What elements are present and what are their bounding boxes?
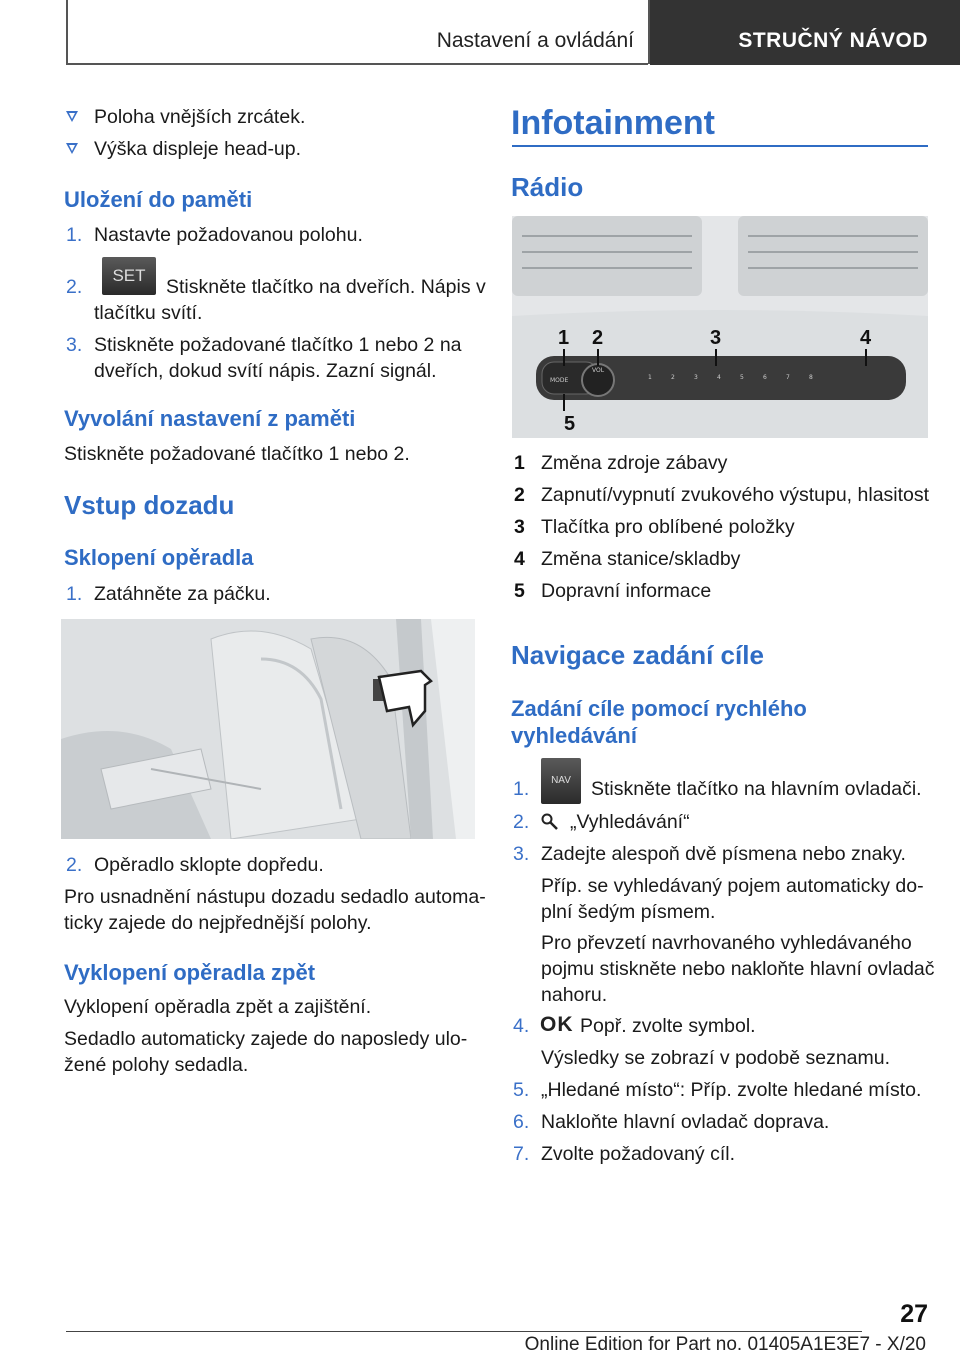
legend-text: Změna stanice/skladby (541, 548, 741, 570)
step-number: 4. (513, 1015, 530, 1037)
step-note: pojmu stiskněte nebo nakloňte hlavní ovladač (541, 958, 935, 980)
bullet-triangle-icon (66, 111, 78, 122)
legend-text: Dopravní informace (541, 580, 712, 602)
paragraph-cont: ticky zajede do nejpřednější polohy. (64, 912, 372, 934)
header-border-bottom (66, 63, 648, 65)
callout-2: 2 (592, 327, 604, 349)
header-section-title: Nastavení a ovládání (436, 29, 634, 52)
heading-zadani-cont: vyhledávání (511, 723, 637, 748)
step-text: Zadejte alespoň dvě písmena nebo znaky. (541, 843, 906, 865)
paragraph-cont: žené polohy sedadla. (64, 1054, 249, 1076)
step-number: 2. (66, 854, 83, 876)
rear-seat-lever-illustration (61, 619, 475, 839)
ok-icon: OK (540, 1013, 574, 1036)
step-note: Pro převzetí navrhovaného vyhledávaného (541, 932, 912, 954)
step-text: Stiskněte požadované tlačítko 1 nebo 2 na (94, 334, 462, 356)
legend-number: 3 (514, 516, 525, 538)
step-text-cont: tlačítku svítí. (94, 302, 203, 324)
step-number: 1. (66, 224, 83, 246)
legend-text: Zapnutí/vypnutí zvukového výstupu, hlasitost (541, 484, 930, 506)
preset-label: 3 (694, 374, 698, 381)
heading-navigace: Navigace zadání cíle (511, 640, 764, 670)
bullet-item: Poloha vnějších zrcátek. (94, 106, 306, 128)
heading-radio: Rádio (511, 172, 584, 202)
preset-label: 1 (648, 374, 652, 381)
heading-rule (512, 145, 928, 147)
set-button-icon: SET (102, 257, 156, 295)
step-note: Výsledky se zobrazí v podobě seznamu. (541, 1047, 891, 1069)
step-number: 5. (513, 1079, 530, 1101)
heading-ulozeni: Uložení do paměti (64, 187, 253, 212)
legend-number: 1 (514, 452, 525, 474)
search-icon (541, 813, 559, 831)
paragraph: Pro usnadnění nástupu dozadu sedadlo automa- (64, 886, 486, 908)
step-text: Opěradlo sklopte dopředu. (94, 854, 324, 876)
preset-label: 7 (786, 374, 790, 381)
preset-label: 5 (740, 374, 744, 381)
heading-vyvolani: Vyvolání nastavení z paměti (64, 406, 356, 431)
step-note: Příp. se vyhledávaný pojem automaticky do- (541, 875, 924, 897)
step-text-cont: dveřích, dokud svítí nápis. Zazní signál. (94, 360, 437, 382)
step-text: Zatáhněte za páčku. (94, 583, 271, 605)
paragraph: Sedadlo automaticky zajede do naposledy ulo- (64, 1028, 468, 1050)
step-text: Stiskněte tlačítko na hlavním ovladači. (591, 778, 922, 800)
preset-label: 4 (717, 374, 721, 381)
footer-edition: Online Edition for Part no. 01405A1E3E7 - X/20 (524, 1334, 926, 1355)
step-text: „Vyhledávání“ (570, 811, 690, 833)
radio-controls-illustration (512, 216, 928, 438)
heading-infotainment: Infotainment (511, 104, 715, 142)
legend-number: 4 (514, 548, 525, 570)
callout-3: 3 (710, 327, 722, 349)
callout-1: 1 (558, 327, 570, 349)
bullet-triangle-icon (66, 143, 78, 154)
vol-label: VOL (592, 367, 605, 374)
step-note: nahoru. (541, 984, 608, 1006)
step-text: Nastavte požadovanou polohu. (94, 224, 363, 246)
step-number: 2. (513, 811, 530, 833)
legend-number: 5 (514, 580, 525, 602)
step-number: 3. (66, 334, 83, 356)
step-note: plní šedým písmem. (541, 901, 716, 923)
heading-zadani: Zadání cíle pomocí rychlého (511, 696, 807, 721)
paragraph: Stiskněte požadované tlačítko 1 nebo 2. (64, 443, 410, 465)
step-text: Zvolte požadovaný cíl. (541, 1143, 736, 1165)
paragraph: Vyklopení opěradla zpět a zajištění. (64, 996, 372, 1018)
step-text: Nakloňte hlavní ovladač doprava. (541, 1111, 830, 1133)
header-chapter-tab: STRUČNÝ NÁVOD (650, 0, 960, 65)
legend-text: Změna zdroje zábavy (541, 452, 728, 474)
heading-vyklopeni: Vyklopení opěradla zpět (64, 960, 316, 985)
step-text: „Hledané místo“: Příp. zvolte hledané místo. (541, 1079, 922, 1101)
preset-label: 8 (809, 374, 813, 381)
legend-text: Tlačítka pro oblíbené položky (541, 516, 795, 538)
step-number: 3. (513, 843, 530, 865)
step-number: 6. (513, 1111, 530, 1133)
step-number: 1. (66, 583, 83, 605)
bullet-item: Výška displeje head-up. (94, 138, 302, 160)
legend-number: 2 (514, 484, 525, 506)
footer-rule (66, 1331, 862, 1332)
step-number: 2. (66, 276, 83, 298)
step-number: 1. (513, 778, 530, 800)
preset-label: 2 (671, 374, 675, 381)
callout-4: 4 (860, 327, 872, 349)
preset-label: 6 (763, 374, 767, 381)
callout-5: 5 (564, 413, 576, 435)
step-number: 7. (513, 1143, 530, 1165)
page-number: 27 (900, 1300, 928, 1328)
step-text: Stiskněte tlačítko na dveřích. Nápis v (166, 276, 486, 298)
mode-label: MODE (550, 377, 569, 384)
nav-button-icon: NAV (541, 758, 581, 804)
step-text: Popř. zvolte symbol. (580, 1015, 756, 1037)
heading-sklopeni: Sklopení opěradla (64, 545, 254, 570)
heading-vstup-dozadu: Vstup dozadu (64, 490, 235, 520)
